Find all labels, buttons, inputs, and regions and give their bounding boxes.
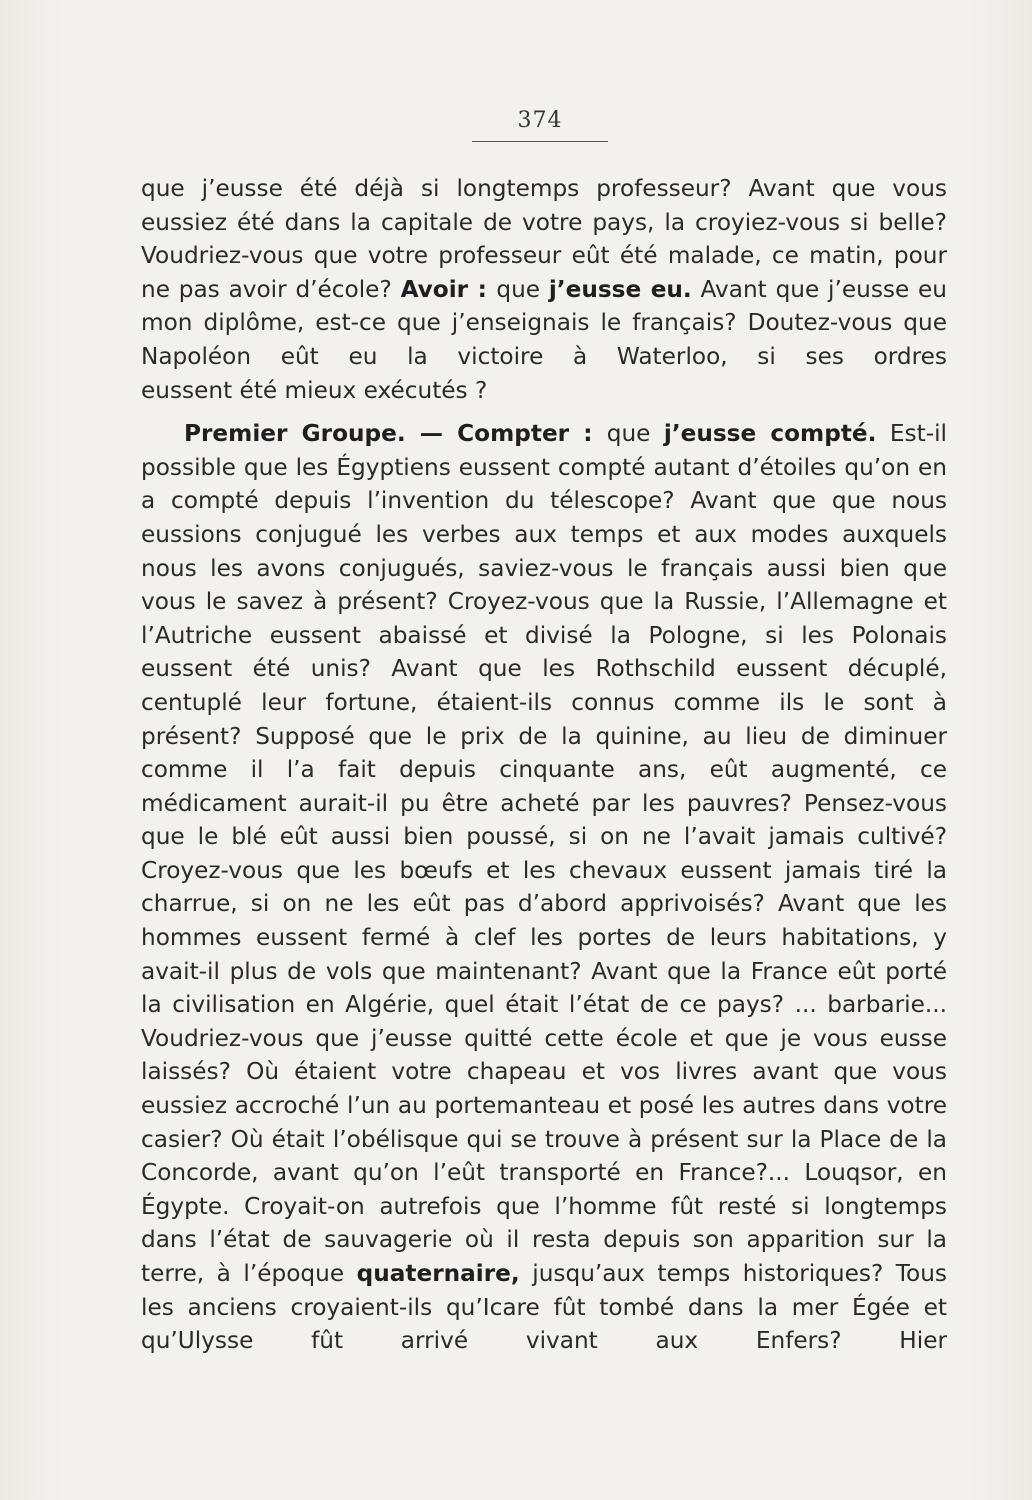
text-segment-last-line: eussent été mieux exécutés ? bbox=[141, 376, 488, 404]
bold-term-avoir: Avoir : bbox=[400, 275, 497, 303]
bold-form-eusse-eu: j’eusse eu. bbox=[548, 275, 692, 303]
text-segment: que bbox=[496, 275, 549, 303]
text-segment: que bbox=[606, 420, 664, 448]
page-number-rule bbox=[472, 141, 608, 142]
paragraph-avoir bbox=[141, 172, 947, 407]
bold-form-eusse-compte: j’eusse compté. bbox=[663, 420, 877, 448]
paragraph-premier-groupe bbox=[141, 417, 947, 1358]
bold-term-quaternaire: quaternaire, bbox=[356, 1260, 520, 1287]
text-segment: Avant que j’eusse eu mon diplôme, est-ce que j’enseignais le français? Doutez-vous que Napoléon eût eu la victoire à Waterloo, si ses ordres bbox=[141, 275, 948, 370]
text-segment: Est-il possible que les Égyptiens eussent compté autant d’étoiles qu’on en a compté depuis l’invention du télescope? Avant que que nous eussions conjugué les verbes aux temps et aux modes auxquels nous les avons conjugués, saviez-vous le français aussi bien que vous le savez à présent? Croyez-vous que la Russie, l’Allemagne et l’Autriche eussent abaissé et divisé la Pologne, si les Polonais eussent été unis? Avant que les Rothschild eussent décuplé, centuplé leur fortune, étaient-ils connus comme ils le sont à présent? Supposé que le prix de la quinine, au lieu de diminuer comme il l’a fait depuis cinquante ans, eût augmenté, ce médicament aurait-il pu être acheté par les pauvres? Pensez-vous que le blé eût aussi bien poussé, si on ne l’avait jamais cultivé? Croyez-vous que les bœufs et les chevaux eussent jamais tiré la charrue, si on ne les eût pas d’abord apprivoisés? Avant que les hommes eussent fermé à clef les portes de leurs habitations, y avait-il plus de vols que maintenant? Avant que la France eût porté la civilisation en Algérie, quel était l’état de ce pays? ... barbarie... Voudriez-vous que j’eusse quitté cette école et que je vous eusse laissés? Où étaient votre chapeau et vos livres avant que vous eussiez accroché l’un au portemanteau et posé les autres dans votre casier? Où était l’obélisque qui se trouve à présent sur la Place de la Concorde, avant qu’on l’eût transporté en France?... Louqsor, en Égypte. Croyait-on autrefois que l’homme fût resté si longtemps dans l’état de sauvagerie où il resta depuis son apparition sur la terre, à l’époque bbox=[141, 420, 947, 1287]
bold-heading-premier-groupe: Premier Groupe. — Compter : bbox=[184, 420, 607, 448]
body-text bbox=[141, 172, 947, 1358]
page-number: 374 bbox=[517, 108, 563, 133]
text-segment: jusqu’aux temps historiques? Tous les anciens croyaient-ils qu’Icare fût tombé dans la mer Égée et qu’Ulysse fût arrivé vivant aux Enfers? Hier bbox=[141, 1260, 947, 1355]
text-segment: que j’eusse été déjà si longtemps professeur? Avant que vous eussiez été dans la capitale de votre pays, la croyiez-vous si belle? Voudriez-vous que votre professeur eût été malade, ce matin, pour ne pas avoir d’école? bbox=[141, 175, 947, 303]
